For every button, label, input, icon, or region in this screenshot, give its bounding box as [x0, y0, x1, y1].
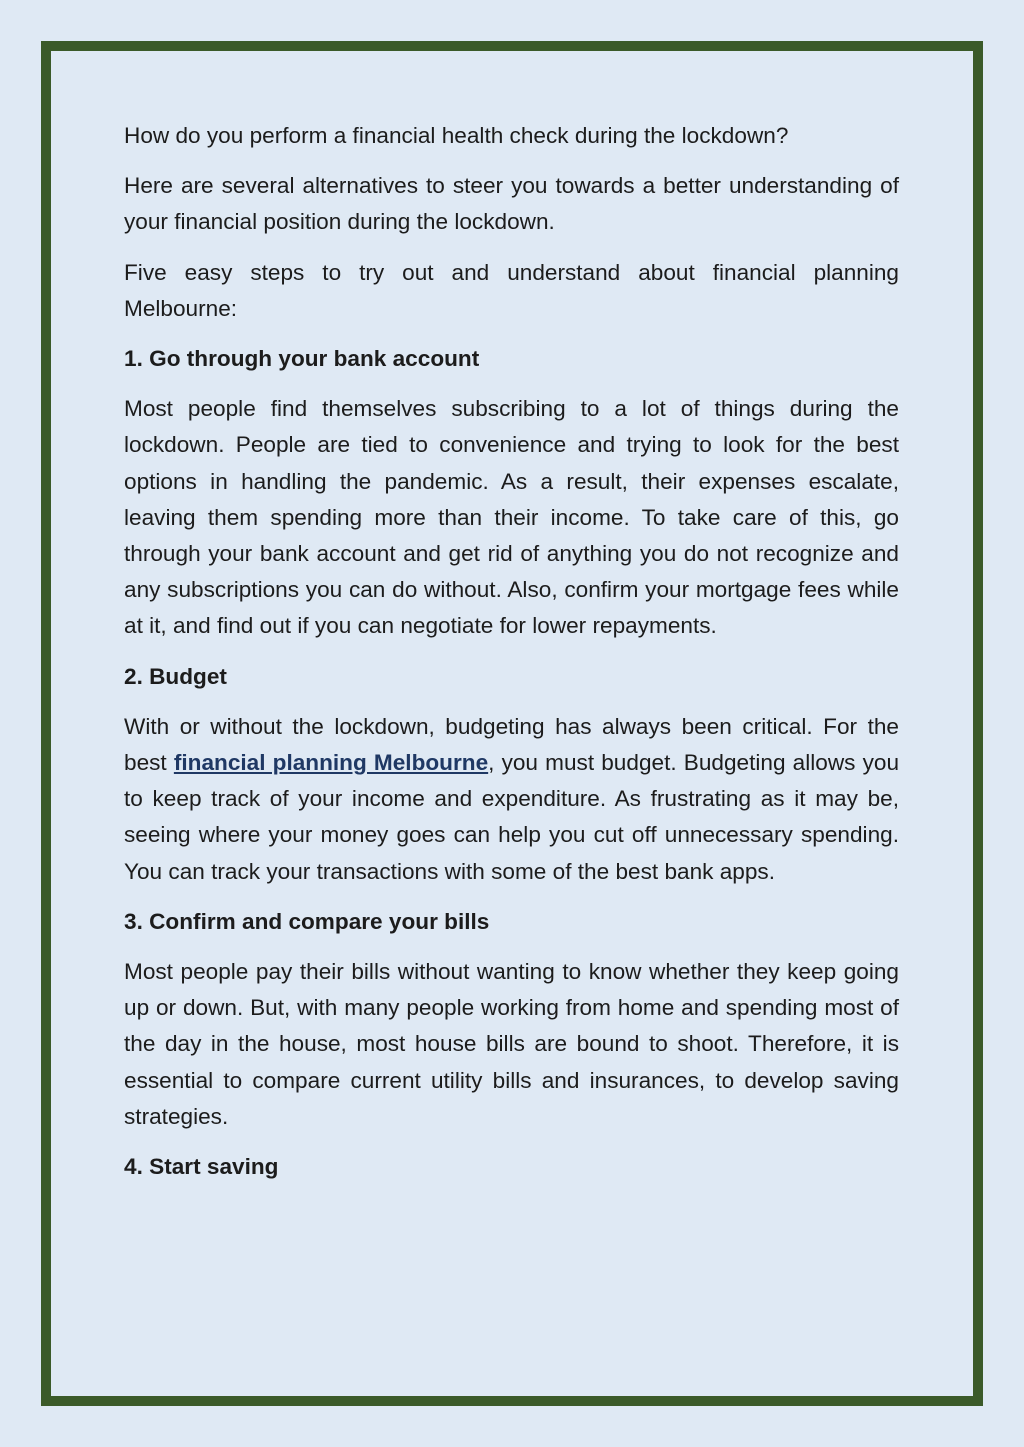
section-heading-budget: 2. Budget: [124, 663, 227, 689]
intro-question: How do you perform a financial health check during the lockdown?: [124, 123, 789, 148]
section-body-bank-account: Most people find themselves subscribing to a lot of things during the lockdown. People are tied to convenience and trying to look for the best options in handling the pandemic. As a result, their expenses escalate, leaving them spending more than their income. To take care of this, go through your bank account and get rid of anything you do not recognize and any subscriptions you can do without. Also, confirm your mortgage fees while at it, and find out if you can negotiate for lower repayments.: [124, 396, 899, 639]
document-body: [124, 118, 899, 1199]
section-heading-saving: 4. Start saving: [124, 1154, 279, 1180]
intro-five-steps: Five easy steps to try out and understand about financial planning Melbourne:: [124, 259, 899, 321]
section-body-bills: Most people pay their bills without wanting to know whether they keep going up or down. But, with many people working from home and spending most of the day in the house, most house bills are bound to shoot. Therefore, it is essential to compare current utility bills and insurances, to develop saving strategies.: [124, 959, 899, 1129]
budget-text-before-link: With or without the lockdown, budgeting has always been critical. For the best: [124, 713, 899, 776]
section-body-budget: [124, 709, 899, 890]
intro-alternatives: Here are several alternatives to steer you towards a better understanding of your financial position during the lockdown.: [124, 173, 899, 235]
section-heading-bank-account: 1. Go through your bank account: [124, 346, 480, 372]
budget-text-after-link: , you must budget. Budgeting allows you to keep track of your income and expenditure. As frustrating as it may be, seeing where your money goes can help you cut off unnecessary spending. You can track your transactions with some of the best bank apps.: [124, 750, 900, 884]
section-heading-bills: 3. Confirm and compare your bills: [124, 908, 490, 934]
financial-planning-link[interactable]: financial planning Melbourne: [173, 750, 489, 776]
